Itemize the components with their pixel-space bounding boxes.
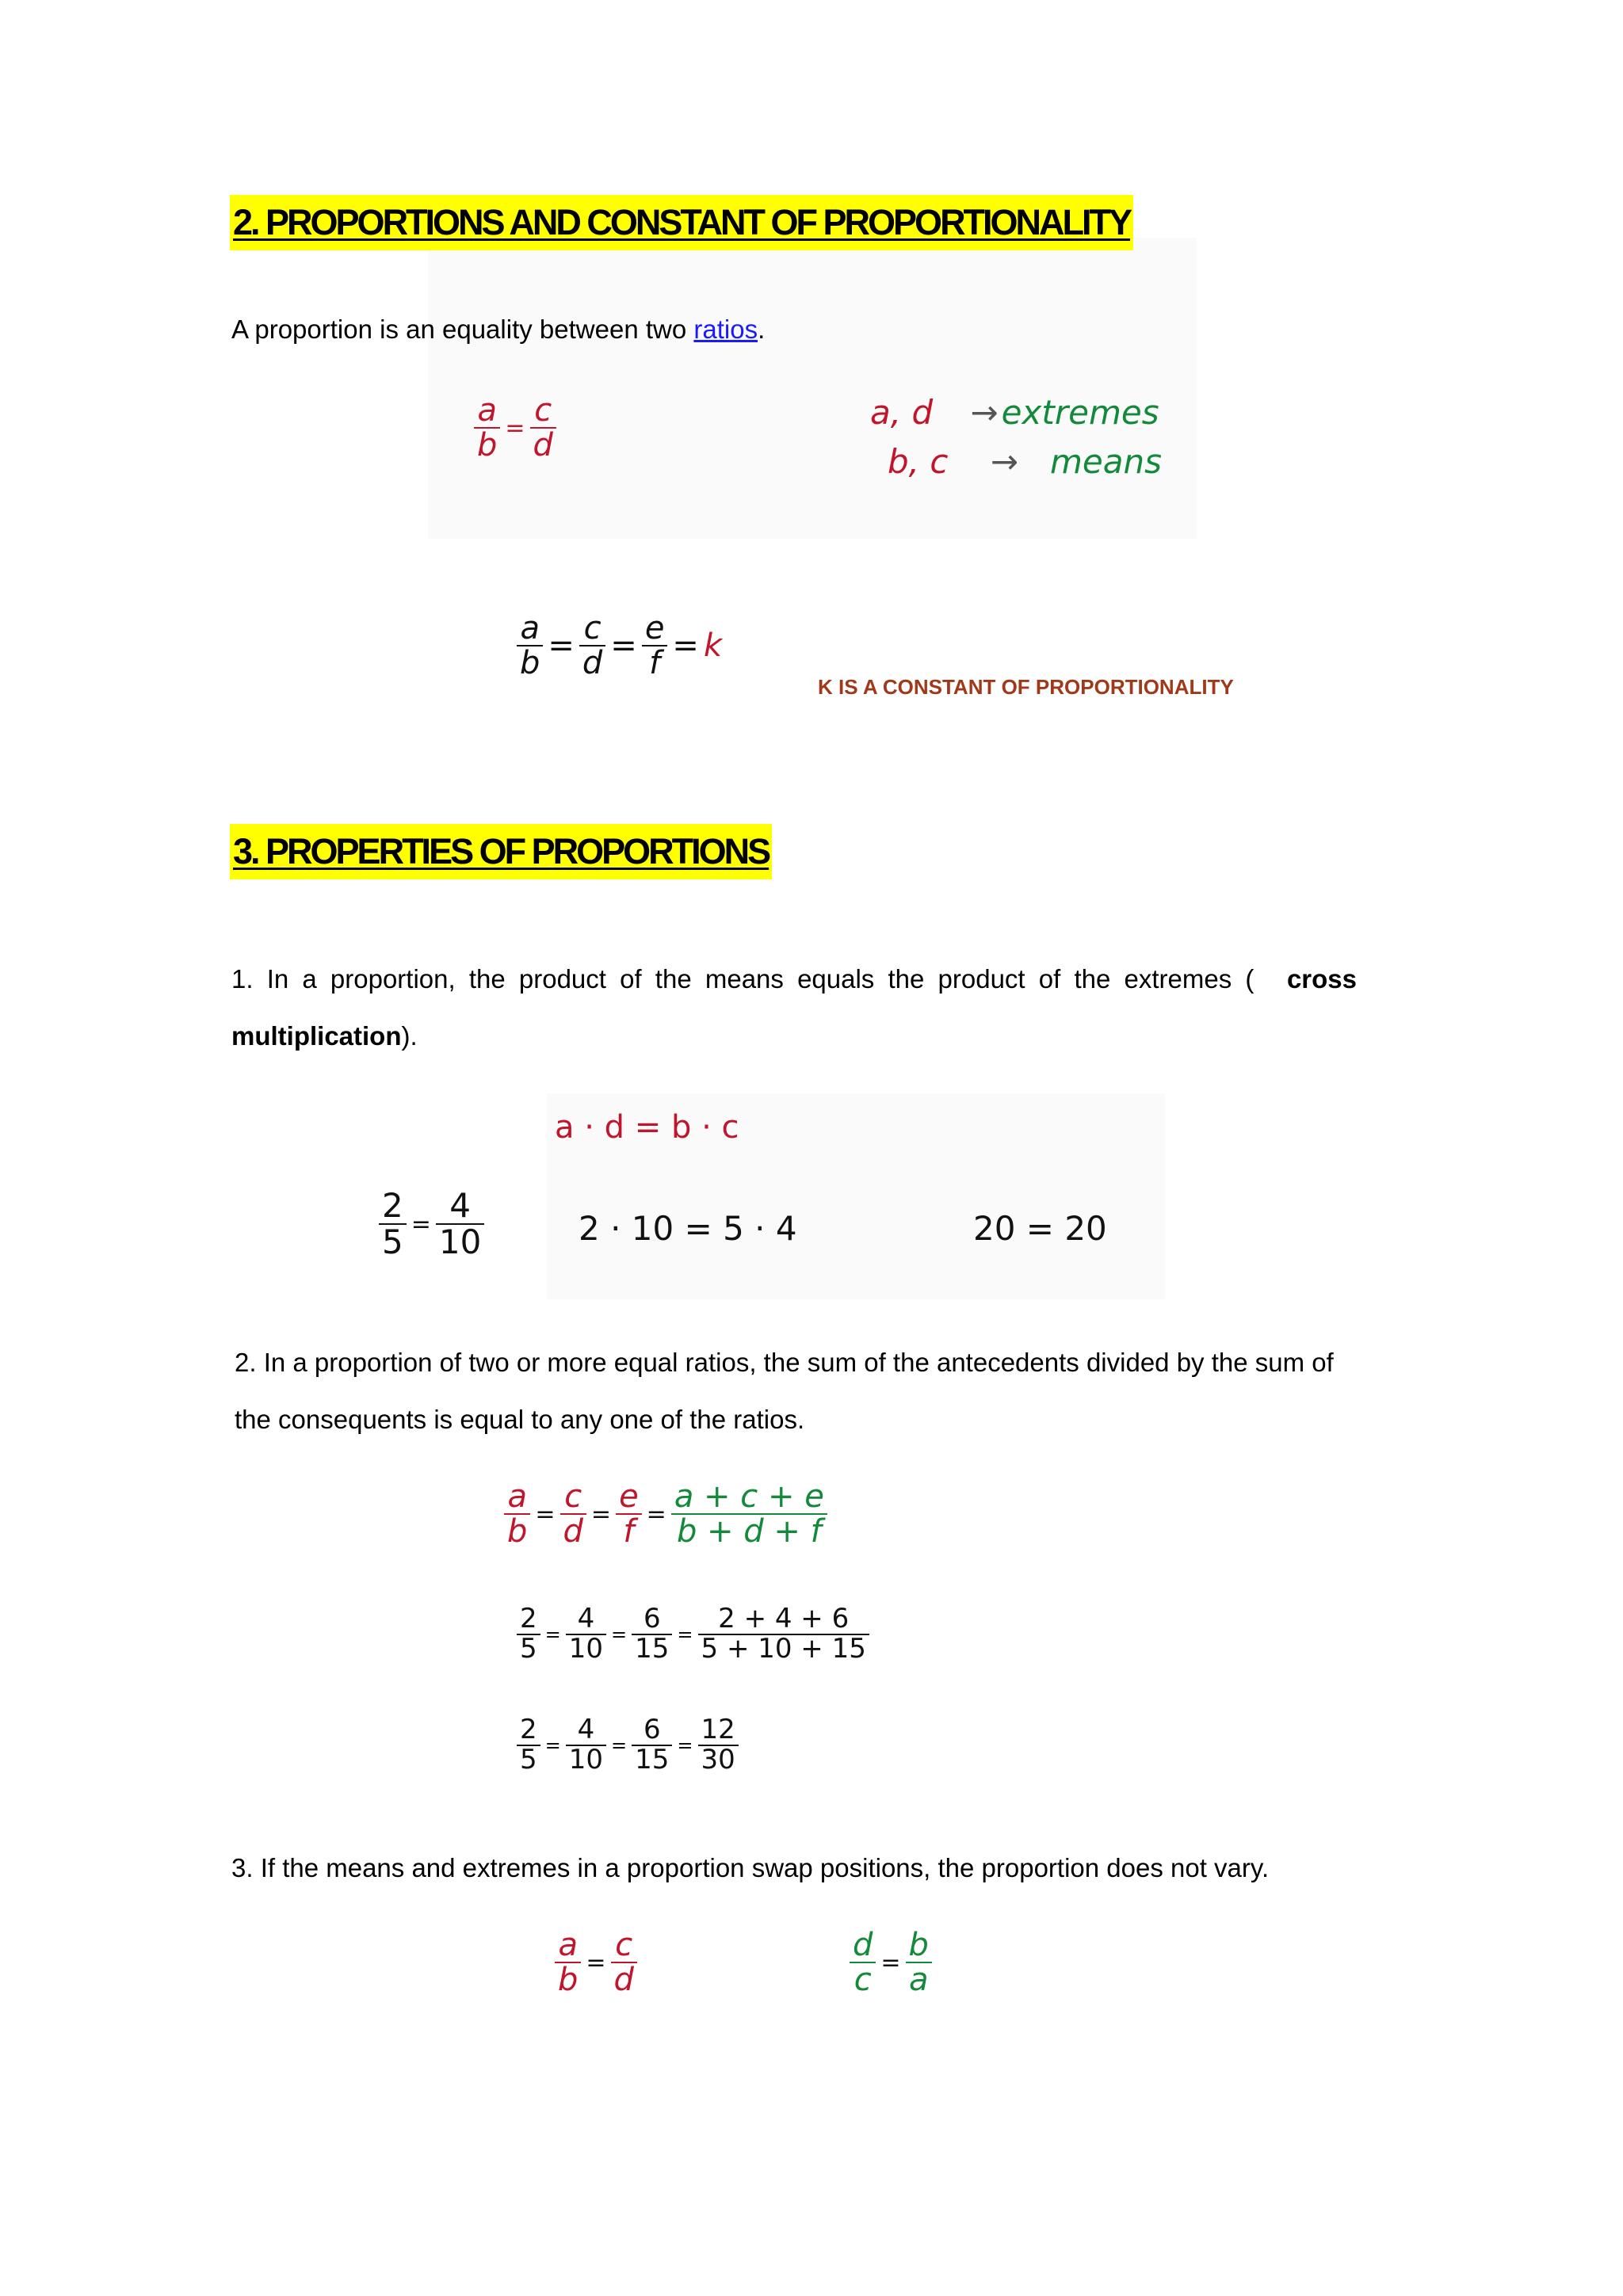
ratios-link[interactable]: ratios: [693, 315, 758, 344]
property-2: [235, 1334, 1334, 1448]
extremes-label: extremes: [1001, 393, 1159, 432]
means-label: means: [1050, 442, 1163, 481]
sum-example-2: $\frac{2}{5}$ = $\frac{4}{10}$ = $\frac{6}{15}$ = $\frac{12}{30}$: [517, 1716, 739, 1774]
property-2-line-1: 2. In a proportion of two or more equal ratios, the sum of the antecedents divided by the sum of: [235, 1348, 1334, 1377]
means-terms: b, c: [888, 442, 949, 481]
arrow-icon: →: [970, 393, 999, 432]
swap-formula-swapped: $\frac{d}{c}$ = $\frac{b}{a}$: [850, 1928, 932, 1997]
fraction-c-d: $\frac{c}{d}$: [530, 394, 556, 462]
sum-formula: $\frac{a}{b}$ = $\frac{c}{d}$ = $\frac{e}{f}$ = $\frac{a + c + e}{b + d + f}$: [504, 1480, 827, 1548]
terms-legend: [870, 388, 1162, 486]
constant-k: k: [703, 627, 723, 664]
extremes-row: [870, 388, 1162, 437]
definition-text: A proportion is an equality between two: [231, 315, 694, 344]
proportion-formula: $\frac{a}{b}$ = $\frac{c}{d}$: [474, 394, 556, 462]
sum-example-1: $\frac{2}{5}$ = $\frac{4}{10}$ = $\frac{6}{15}$ = $\frac{2 + 4 + 6}{5 + 10 + 15}$: [517, 1605, 869, 1663]
property-1-line: [231, 951, 1357, 1008]
means-row: [870, 437, 1162, 486]
property-1-end: ).: [401, 1021, 418, 1051]
multiplication-term: multiplication: [231, 1021, 402, 1051]
constant-note: K IS A CONSTANT OF PROPORTIONALITY: [818, 675, 1234, 699]
extremes-terms: a, d: [870, 393, 934, 432]
property-1-text: 1. In a proportion, the product of the means equals the product of the extremes (: [231, 964, 1254, 994]
example-product: 2 · 10 = 5 · 4: [579, 1209, 797, 1248]
cross-multiplication-formula: a · d = b · c: [555, 1109, 739, 1146]
property-1: [231, 951, 1357, 1065]
example-fraction: $\frac{2}{5}$ = $\frac{4}{10}$: [379, 1188, 484, 1260]
property-2-line-2: the consequents is equal to any one of the ratios.: [235, 1405, 805, 1434]
arrow-icon: →: [990, 442, 1019, 481]
swap-formula-original: $\frac{a}{b}$ = $\frac{c}{d}$: [555, 1928, 637, 1997]
fraction-a-b: $\frac{a}{b}$: [474, 394, 500, 462]
example-result: 20 = 20: [973, 1209, 1107, 1248]
proportion-definition: [231, 301, 765, 358]
section-2-heading: 2. PROPORTIONS AND CONSTANT OF PROPORTIONALITY: [230, 195, 1133, 250]
cross-term: cross: [1286, 964, 1357, 994]
section-3-heading: 3. PROPERTIES OF PROPORTIONS: [230, 824, 772, 879]
constant-formula: $\frac{a}{b}$ = $\frac{c}{d}$ = $\frac{e}{f}$ = k: [517, 612, 722, 680]
definition-period: .: [758, 315, 766, 344]
property-3: 3. If the means and extremes in a proportion swap positions, the proportion does not vary.: [231, 1853, 1270, 1882]
